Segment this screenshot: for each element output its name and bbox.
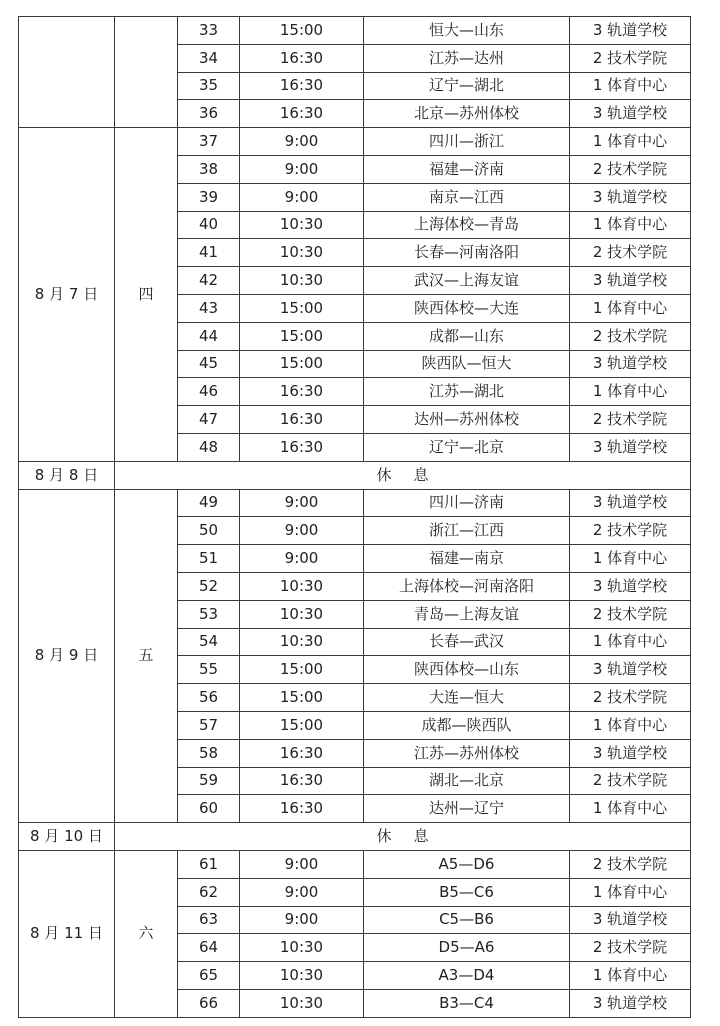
matchup-cell: 北京—苏州体校	[364, 100, 570, 128]
venue-cell: 2 技术学院	[570, 322, 691, 350]
venue-cell: 3 轨道学校	[570, 17, 691, 45]
matchup-cell: B3—C4	[364, 989, 570, 1017]
venue-cell: 2 技术学院	[570, 684, 691, 712]
time-cell: 15:00	[240, 684, 364, 712]
time-cell: 15:00	[240, 656, 364, 684]
matchup-cell: 陕西队—恒大	[364, 350, 570, 378]
match-number-cell: 35	[178, 72, 240, 100]
matchup-cell: 辽宁—北京	[364, 433, 570, 461]
match-number-cell: 58	[178, 739, 240, 767]
matchup-cell: 大连—恒大	[364, 684, 570, 712]
match-number-cell: 57	[178, 711, 240, 739]
rest-day-row	[19, 823, 691, 851]
venue-cell: 2 技术学院	[570, 239, 691, 267]
matchup-cell: 南京—江西	[364, 183, 570, 211]
venue-cell: 3 轨道学校	[570, 572, 691, 600]
time-cell: 10:30	[240, 934, 364, 962]
venue-cell: 3 轨道学校	[570, 267, 691, 295]
matchup-cell: 四川—浙江	[364, 128, 570, 156]
venue-cell: 1 体育中心	[570, 128, 691, 156]
time-cell: 16:30	[240, 406, 364, 434]
matchup-cell: 四川—济南	[364, 489, 570, 517]
matchup-cell: 青岛—上海友谊	[364, 600, 570, 628]
match-number-cell: 40	[178, 211, 240, 239]
match-number-cell: 45	[178, 350, 240, 378]
table-row	[19, 850, 691, 878]
match-number-cell: 51	[178, 545, 240, 573]
venue-cell: 2 技术学院	[570, 850, 691, 878]
venue-cell: 3 轨道学校	[570, 350, 691, 378]
venue-cell: 3 轨道学校	[570, 433, 691, 461]
matchup-cell: C5—B6	[364, 906, 570, 934]
date-cell: 8 月 9 日	[19, 489, 115, 823]
venue-cell: 1 体育中心	[570, 545, 691, 573]
match-number-cell: 48	[178, 433, 240, 461]
time-cell: 9:00	[240, 850, 364, 878]
time-cell: 16:30	[240, 72, 364, 100]
matchup-cell: 上海体校—青岛	[364, 211, 570, 239]
venue-cell: 3 轨道学校	[570, 906, 691, 934]
time-cell: 10:30	[240, 989, 364, 1017]
time-cell: 9:00	[240, 545, 364, 573]
match-number-cell: 43	[178, 294, 240, 322]
venue-cell: 3 轨道学校	[570, 989, 691, 1017]
time-cell: 10:30	[240, 628, 364, 656]
time-cell: 9:00	[240, 128, 364, 156]
time-cell: 16:30	[240, 44, 364, 72]
match-number-cell: 33	[178, 17, 240, 45]
match-number-cell: 61	[178, 850, 240, 878]
time-cell: 15:00	[240, 350, 364, 378]
time-cell: 10:30	[240, 239, 364, 267]
venue-cell: 3 轨道学校	[570, 489, 691, 517]
matchup-cell: B5—C6	[364, 878, 570, 906]
match-number-cell: 47	[178, 406, 240, 434]
rest-label-1: 休	[376, 465, 392, 484]
match-number-cell: 49	[178, 489, 240, 517]
weekday-cell: 四	[115, 128, 178, 462]
weekday-cell	[115, 17, 178, 128]
date-cell: 8 月 7 日	[19, 128, 115, 462]
time-cell: 10:30	[240, 211, 364, 239]
time-cell: 10:30	[240, 572, 364, 600]
venue-cell: 3 轨道学校	[570, 183, 691, 211]
schedule-table	[18, 16, 691, 1018]
match-number-cell: 56	[178, 684, 240, 712]
rest-day-row	[19, 461, 691, 489]
rest-cell	[115, 461, 691, 489]
match-number-cell: 55	[178, 656, 240, 684]
venue-cell: 1 体育中心	[570, 711, 691, 739]
matchup-cell: A5—D6	[364, 850, 570, 878]
matchup-cell: 达州—苏州体校	[364, 406, 570, 434]
match-number-cell: 54	[178, 628, 240, 656]
time-cell: 9:00	[240, 155, 364, 183]
time-cell: 15:00	[240, 17, 364, 45]
time-cell: 16:30	[240, 795, 364, 823]
match-number-cell: 44	[178, 322, 240, 350]
time-cell: 16:30	[240, 100, 364, 128]
match-number-cell: 62	[178, 878, 240, 906]
venue-cell: 1 体育中心	[570, 878, 691, 906]
venue-cell: 2 技术学院	[570, 517, 691, 545]
table-row	[19, 489, 691, 517]
matchup-cell: 辽宁—湖北	[364, 72, 570, 100]
date-cell	[19, 17, 115, 128]
match-number-cell: 52	[178, 572, 240, 600]
venue-cell: 1 体育中心	[570, 72, 691, 100]
rest-label-2: 息	[413, 827, 429, 845]
time-cell: 15:00	[240, 294, 364, 322]
time-cell: 9:00	[240, 489, 364, 517]
venue-cell: 2 技术学院	[570, 600, 691, 628]
date-cell: 8 月 8 日	[19, 461, 115, 489]
venue-cell: 1 体育中心	[570, 962, 691, 990]
rest-label-2: 息	[413, 465, 429, 484]
matchup-cell: 浙江—江西	[364, 517, 570, 545]
matchup-cell: 长春—武汉	[364, 628, 570, 656]
venue-cell: 2 技术学院	[570, 44, 691, 72]
matchup-cell: 陕西体校—山东	[364, 656, 570, 684]
venue-cell: 2 技术学院	[570, 934, 691, 962]
time-cell: 10:30	[240, 267, 364, 295]
matchup-cell: 福建—济南	[364, 155, 570, 183]
match-number-cell: 42	[178, 267, 240, 295]
matchup-cell: 江苏—苏州体校	[364, 739, 570, 767]
matchup-cell: A3—D4	[364, 962, 570, 990]
venue-cell: 2 技术学院	[570, 406, 691, 434]
time-cell: 15:00	[240, 711, 364, 739]
matchup-cell: 长春—河南洛阳	[364, 239, 570, 267]
match-number-cell: 65	[178, 962, 240, 990]
time-cell: 9:00	[240, 878, 364, 906]
matchup-cell: 达州—辽宁	[364, 795, 570, 823]
time-cell: 9:00	[240, 517, 364, 545]
table-row	[19, 128, 691, 156]
match-number-cell: 46	[178, 378, 240, 406]
matchup-cell: 恒大—山东	[364, 17, 570, 45]
weekday-cell: 五	[115, 489, 178, 823]
venue-cell: 2 技术学院	[570, 767, 691, 795]
venue-cell: 3 轨道学校	[570, 100, 691, 128]
matchup-cell: 福建—南京	[364, 545, 570, 573]
time-cell: 10:30	[240, 600, 364, 628]
match-number-cell: 38	[178, 155, 240, 183]
match-number-cell: 41	[178, 239, 240, 267]
venue-cell: 1 体育中心	[570, 211, 691, 239]
match-number-cell: 59	[178, 767, 240, 795]
matchup-cell: D5—A6	[364, 934, 570, 962]
match-number-cell: 60	[178, 795, 240, 823]
match-number-cell: 50	[178, 517, 240, 545]
venue-cell: 3 轨道学校	[570, 656, 691, 684]
matchup-cell: 江苏—湖北	[364, 378, 570, 406]
table-row	[19, 17, 691, 45]
venue-cell: 1 体育中心	[570, 378, 691, 406]
matchup-cell: 江苏—达州	[364, 44, 570, 72]
rest-cell	[115, 823, 691, 851]
time-cell: 10:30	[240, 962, 364, 990]
match-number-cell: 37	[178, 128, 240, 156]
matchup-cell: 上海体校—河南洛阳	[364, 572, 570, 600]
time-cell: 16:30	[240, 739, 364, 767]
match-number-cell: 39	[178, 183, 240, 211]
venue-cell: 1 体育中心	[570, 795, 691, 823]
time-cell: 16:30	[240, 433, 364, 461]
time-cell: 16:30	[240, 378, 364, 406]
date-cell: 8 月 11 日	[19, 850, 115, 1017]
venue-cell: 1 体育中心	[570, 294, 691, 322]
rest-label-1: 休	[376, 827, 392, 845]
matchup-cell: 陕西体校—大连	[364, 294, 570, 322]
matchup-cell: 成都—山东	[364, 322, 570, 350]
venue-cell: 2 技术学院	[570, 155, 691, 183]
weekday-cell: 六	[115, 850, 178, 1017]
matchup-cell: 武汉—上海友谊	[364, 267, 570, 295]
matchup-cell: 湖北—北京	[364, 767, 570, 795]
match-number-cell: 63	[178, 906, 240, 934]
match-number-cell: 36	[178, 100, 240, 128]
match-number-cell: 34	[178, 44, 240, 72]
matchup-cell: 成都—陕西队	[364, 711, 570, 739]
time-cell: 9:00	[240, 906, 364, 934]
time-cell: 16:30	[240, 767, 364, 795]
time-cell: 15:00	[240, 322, 364, 350]
time-cell: 9:00	[240, 183, 364, 211]
match-number-cell: 66	[178, 989, 240, 1017]
venue-cell: 3 轨道学校	[570, 739, 691, 767]
match-number-cell: 64	[178, 934, 240, 962]
match-number-cell: 53	[178, 600, 240, 628]
date-cell: 8 月 10 日	[19, 823, 115, 851]
venue-cell: 1 体育中心	[570, 628, 691, 656]
